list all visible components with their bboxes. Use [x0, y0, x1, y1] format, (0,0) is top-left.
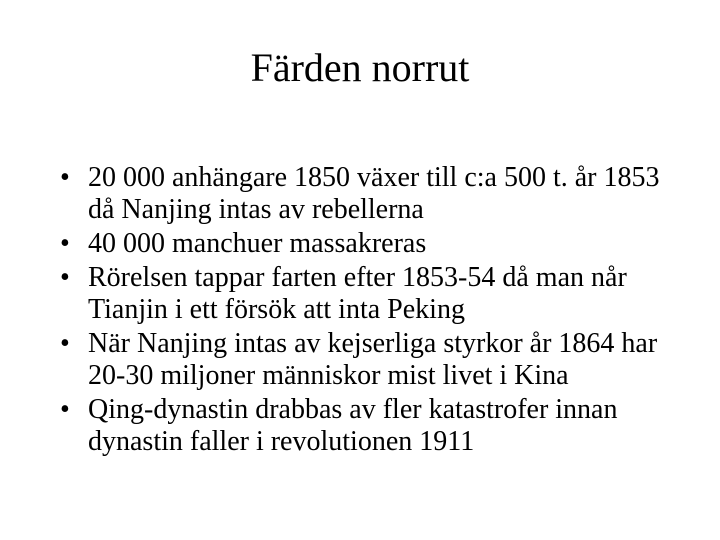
bullet-item: [60, 394, 680, 458]
bullet-text: 40 000 manchuer massakreras: [88, 228, 427, 259]
bullet-item: [60, 328, 680, 392]
bullet-icon: •: [60, 394, 70, 425]
bullet-text: När Nanjing intas av kejserliga styrkor år 1864 har 20-30 miljoner människor mist livet i Kina: [88, 328, 658, 391]
bullet-icon: •: [60, 162, 70, 193]
bullet-item: [60, 262, 680, 326]
bullet-icon: •: [60, 228, 70, 259]
bullet-item: [60, 162, 680, 226]
slide-title: Färden norrut: [250, 45, 470, 90]
bullet-list: [60, 162, 680, 460]
bullet-icon: •: [60, 262, 70, 293]
bullet-text: 20 000 anhängare 1850 växer till c:a 500 t. år 1853 då Nanjing intas av rebellerna: [88, 162, 660, 225]
bullet-text: Rörelsen tappar farten efter 1853-54 då man når Tianjin i ett försök att inta Peking: [88, 262, 627, 325]
bullet-item: [60, 228, 680, 260]
bullet-text: Qing-dynastin drabbas av fler katastrofer innan dynastin faller i revolutionen 1911: [88, 394, 618, 457]
bullet-icon: •: [60, 328, 70, 359]
